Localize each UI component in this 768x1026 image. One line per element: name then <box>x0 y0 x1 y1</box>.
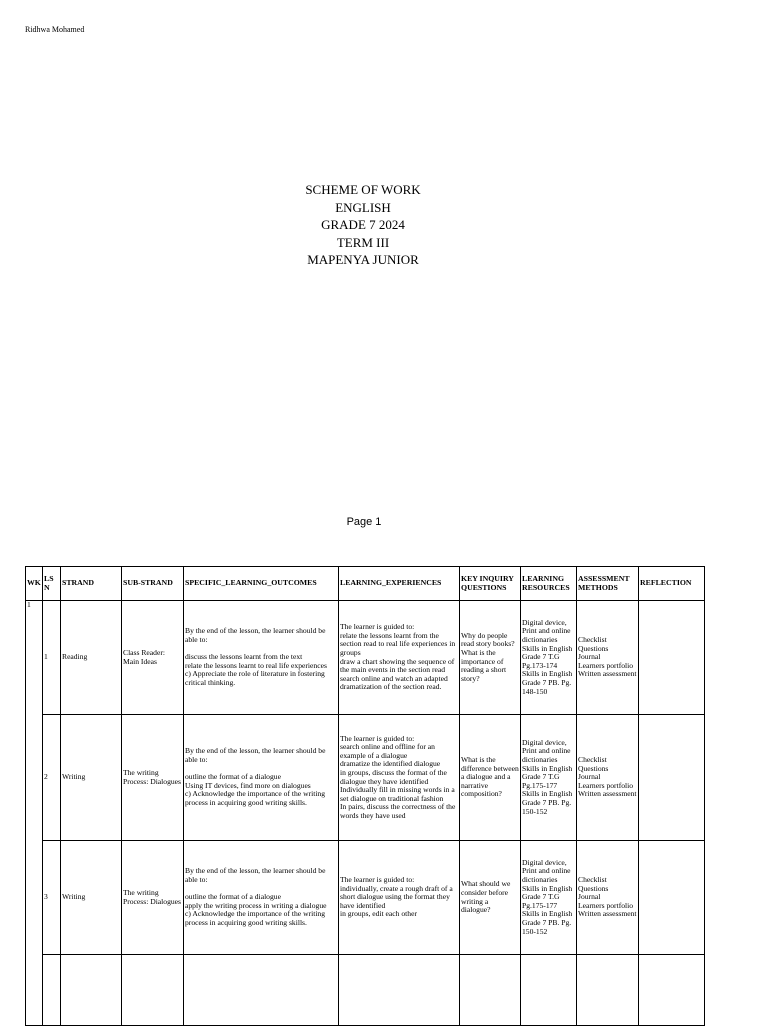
assessment-item: Journal <box>578 772 601 782</box>
outcome-item: outline the format of a dialogue <box>185 892 281 902</box>
resource-item: Digital device, Print and online dictionaries <box>522 737 571 765</box>
resource-item: Skills in English Grade 7 T.G Pg.173-174 <box>522 643 573 670</box>
assessment-item: Learners portfolio <box>578 780 634 790</box>
table-row <box>26 715 705 841</box>
outcomes-intro: By the end of the lesson, the learner should be able to: <box>185 746 326 765</box>
outcome-item: Using IT devices, find more on dialogues <box>185 780 311 790</box>
experience-item: search online and watch an adapted dramatization of the section read. <box>340 673 448 692</box>
strand-cell <box>61 955 122 1026</box>
header-strand: STRAND <box>61 567 122 601</box>
outcome-item: c) Acknowledge the importance of the writing process in acquiring good writing skills. <box>185 909 326 927</box>
author-name: Ridhwa Mohamed <box>25 25 85 34</box>
resources-cell <box>521 715 577 841</box>
reflection-cell <box>639 715 705 841</box>
experience-item: individually, create a rough draft of a short dialogue using the format they have identified <box>340 883 453 910</box>
key-inquiry-cell: Why do people read story books? What is the importance of reading a short story? <box>460 601 521 715</box>
lesson-cell: 2 <box>43 715 61 841</box>
strand-cell: Reading <box>61 601 122 715</box>
reflection-cell <box>639 601 705 715</box>
experience-item: relate the lessons learnt from the section read to real life experiences in groups <box>340 630 456 657</box>
outcome-item: discuss the lessons learnt from the text <box>185 652 303 662</box>
lesson-cell: 3 <box>43 841 61 955</box>
experience-item: dramatize the identified dialogue <box>340 759 441 769</box>
header-lsn: LSN <box>43 567 61 601</box>
header-outcomes: SPECIFIC_LEARNING_OUTCOMES <box>184 567 339 601</box>
outcomes-cell <box>184 841 339 955</box>
outcome-item: c) Appreciate the role of literature in fostering critical thinking. <box>185 669 325 687</box>
sub-strand-cell: Class Reader: Main Ideas <box>122 601 184 715</box>
assessment-item: Journal <box>578 892 601 902</box>
experience-item: The learner is guided to: <box>340 733 415 743</box>
resources-cell <box>521 841 577 955</box>
outcomes-intro: By the end of the lesson, the learner should be able to: <box>185 866 326 885</box>
title-line: TERM III <box>336 234 390 250</box>
experience-item: in groups, edit each other <box>340 909 417 919</box>
lesson-cell: 1 <box>43 601 61 715</box>
assessment-item: Questions <box>578 763 609 773</box>
experiences-cell <box>339 601 460 715</box>
header-reflection: REFLECTION <box>639 567 705 601</box>
resources-cell <box>521 955 577 1026</box>
assessment-item: Questions <box>578 883 609 893</box>
outcome-item: relate the lessons learnt to real life experiences <box>185 660 327 670</box>
resource-item: Skills in English Grade 7 PB. Pg. 148-150 <box>522 669 573 696</box>
assessment-item: Written assessment <box>578 669 637 679</box>
table-row <box>26 955 705 1026</box>
assessment-item: Checklist <box>578 755 607 765</box>
assessment-cell <box>577 601 639 715</box>
title-line: SCHEME OF WORK <box>305 182 421 197</box>
title-line: GRADE 7 2024 <box>321 217 405 232</box>
header-assessment: ASSESSMENT METHODS <box>577 567 639 601</box>
experiences-cell <box>339 715 460 841</box>
table-row <box>26 841 705 955</box>
outcomes-cell <box>184 955 339 1026</box>
assessment-item: Written assessment <box>578 789 637 799</box>
key-inquiry-cell: What is the difference between a dialogue and a narrative composition? <box>460 715 521 841</box>
strand-cell: Writing <box>61 841 122 955</box>
table-header-row <box>26 567 705 601</box>
outcomes-cell <box>184 601 339 715</box>
header-sub-strand: SUB-STRAND <box>122 567 184 601</box>
experience-item: Individually fill in missing words in a set dialogue on traditional fashion <box>340 785 455 803</box>
experience-item: The learner is guided to: <box>340 622 415 632</box>
document-title <box>0 181 726 269</box>
assessment-cell <box>577 841 639 955</box>
outcome-item: outline the format of a dialogue <box>185 772 281 782</box>
key-inquiry-cell <box>460 955 521 1026</box>
header-key-inquiry: KEY INQUIRY QUESTIONS <box>460 567 521 601</box>
resource-item: Skills in English Grade 7 PB. Pg. 150-152 <box>522 789 573 816</box>
header-resources: LEARNING RESOURCES <box>521 567 577 601</box>
experiences-cell <box>339 841 460 955</box>
page-number: Page 1 <box>346 516 382 528</box>
assessment-cell <box>577 715 639 841</box>
lesson-cell <box>43 955 61 1026</box>
header-experiences: LEARNING_EXPERIENCES <box>339 567 460 601</box>
assessment-item: Checklist <box>578 635 607 645</box>
experiences-cell <box>339 955 460 1026</box>
resource-item: Digital device, Print and online dictionaries <box>522 617 571 645</box>
scheme-of-work-table <box>25 566 705 1026</box>
assessment-item: Learners portfolio <box>578 900 634 910</box>
resource-item: Skills in English Grade 7 T.G Pg.175-177 <box>522 763 573 790</box>
sub-strand-cell: The writing Process: Dialogues <box>122 841 184 955</box>
experience-item: The learner is guided to: <box>340 875 415 885</box>
experience-item: In pairs, discuss the correctness of the words they have used <box>340 802 456 820</box>
title-line: ENGLISH <box>335 199 391 215</box>
outcome-item: c) Acknowledge the importance of the writing process in acquiring good writing skills. <box>185 789 326 807</box>
resource-item: Digital device, Print and online dictionaries <box>522 857 571 885</box>
assessment-item: Checklist <box>578 875 607 885</box>
assessment-item: Learners portfolio <box>578 660 634 670</box>
header-wk: WK <box>26 567 43 601</box>
resources-cell <box>521 601 577 715</box>
reflection-cell <box>639 955 705 1026</box>
resource-item: Skills in English Grade 7 PB. Pg. 150-152 <box>522 909 573 936</box>
strand-cell: Writing <box>61 715 122 841</box>
experience-item: in groups, discuss the format of the dialogue they have identified <box>340 767 447 786</box>
experience-item: search online and offline for an example of a dialogue <box>340 742 435 760</box>
experience-item: draw a chart showing the sequence of the main events in the section read <box>340 656 455 675</box>
key-inquiry-cell: What should we consider before writing a dialogue? <box>460 841 521 955</box>
resource-item: Skills in English Grade 7 T.G Pg.175-177 <box>522 883 573 910</box>
reflection-cell <box>639 841 705 955</box>
title-line: MAPENYA JUNIOR <box>307 252 419 267</box>
assessment-cell <box>577 955 639 1026</box>
sub-strand-cell: The writing Process: Dialogues <box>122 715 184 841</box>
table-row <box>26 601 705 715</box>
sub-strand-cell <box>122 955 184 1026</box>
outcomes-intro: By the end of the lesson, the learner should be able to: <box>185 626 326 645</box>
assessment-item: Questions <box>578 643 609 653</box>
assessment-item: Written assessment <box>578 909 637 919</box>
assessment-item: Journal <box>578 652 601 662</box>
week-cell: 1 <box>26 601 43 1026</box>
outcome-item: apply the writing process in writing a dialogue <box>185 900 327 910</box>
outcomes-cell <box>184 715 339 841</box>
